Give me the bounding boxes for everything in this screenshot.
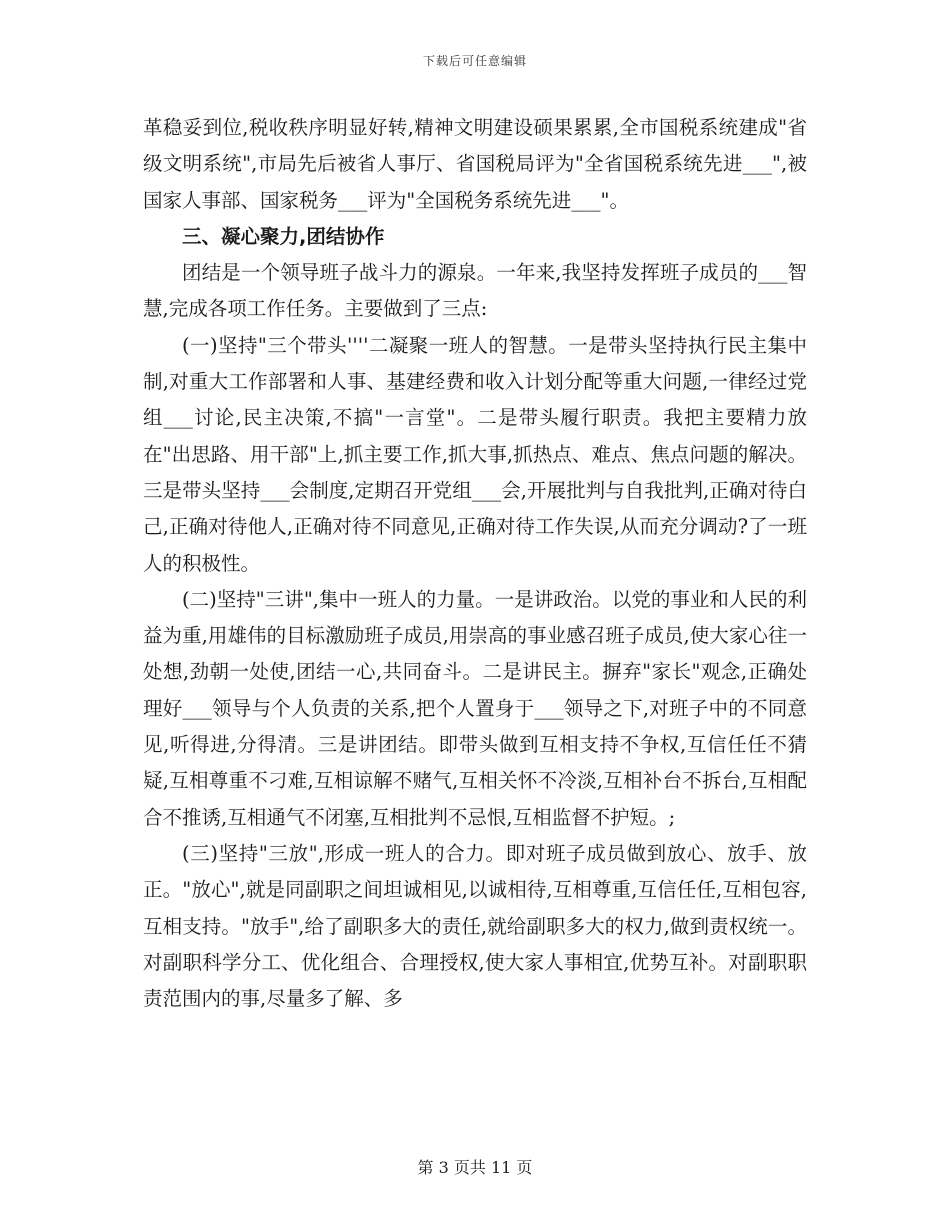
- paragraph-4: (二)坚持"三讲",集中一班人的力量。一是讲政治。以党的事业和人民的利益为重,用雄伟的目标激励班子成员,用崇高的事业感召班子成员,使大家心往一处想,劲朝一处使,团结一心,共同奋斗。二是讲民主。摒弃"家长"观念,正确处理好___领导与个人负责的关系,把个人置身于___领导之下,对班子中的不同意见,听得进,分得清。三是讲团结。即带头做到互相支持不争权,互信任任不猜疑,互相尊重不刁难,互相谅解不赌气,互相关怀不冷淡,互相补台不拆台,互相配合不推诱,互相通气不闭塞,互相批判不忌恨,互相监督不护短。;: [143, 587, 807, 829]
- page-footer: 第 3 页共 11 页: [417, 1158, 533, 1177]
- paragraph-3: (一)坚持"三个带头''''二凝聚一班人的智慧。一是带头坚持执行民主集中制,对重大工作部署和人事、基建经费和收入计划分配等重大问题,一律经过党组___讨论,民主决策,不搞"一言堂"。二是带头履行职责。我把主要精力放在"出思路、用干部"上,抓主要工作,抓大事,抓热点、难点、焦点问题的解决。三是带头坚持___会制度,定期召开党组___会,开展批判与自我批判,正确对待白己,正确对待他人,正确对待不同意见,正确对待工作失误,从而充分调动?了一班人的积极性。: [143, 333, 807, 575]
- document-body: [143, 110, 807, 1017]
- paragraph-5: (三)坚持"三放",形成一班人的合力。即对班子成员做到放心、放手、放正。"放心",就是同副职之间坦诚相见,以诚相待,互相尊重,互信任任,互相包容,互相支持。"放手",给了副职多大的责任,就给副职多大的权力,做到责权统一。对副职科学分工、优化组合、合理授权,使大家人事相宜,优势互补。对副职职责范围内的事,尽量多了解、多: [143, 841, 807, 1011]
- paragraph-2: 团结是一个领导班子战斗力的源泉。一年来,我坚持发挥班子成员的___智慧,完成各项工作任务。主要做到了三点:: [143, 261, 807, 321]
- page-header: 下载后可任意编辑: [422, 54, 527, 68]
- paragraph-1: 革稳妥到位,税收秩序明显好转,精神文明建设硕果累累,全市国税系统建成"省级文明系统",市局先后被省人事厅、省国税局评为"全省国税系统先进___",被国家人事部、国家税务___评为"全国税务系统先进___"。: [143, 116, 807, 212]
- section-heading: 三、凝心聚力,团结协作: [182, 224, 385, 248]
